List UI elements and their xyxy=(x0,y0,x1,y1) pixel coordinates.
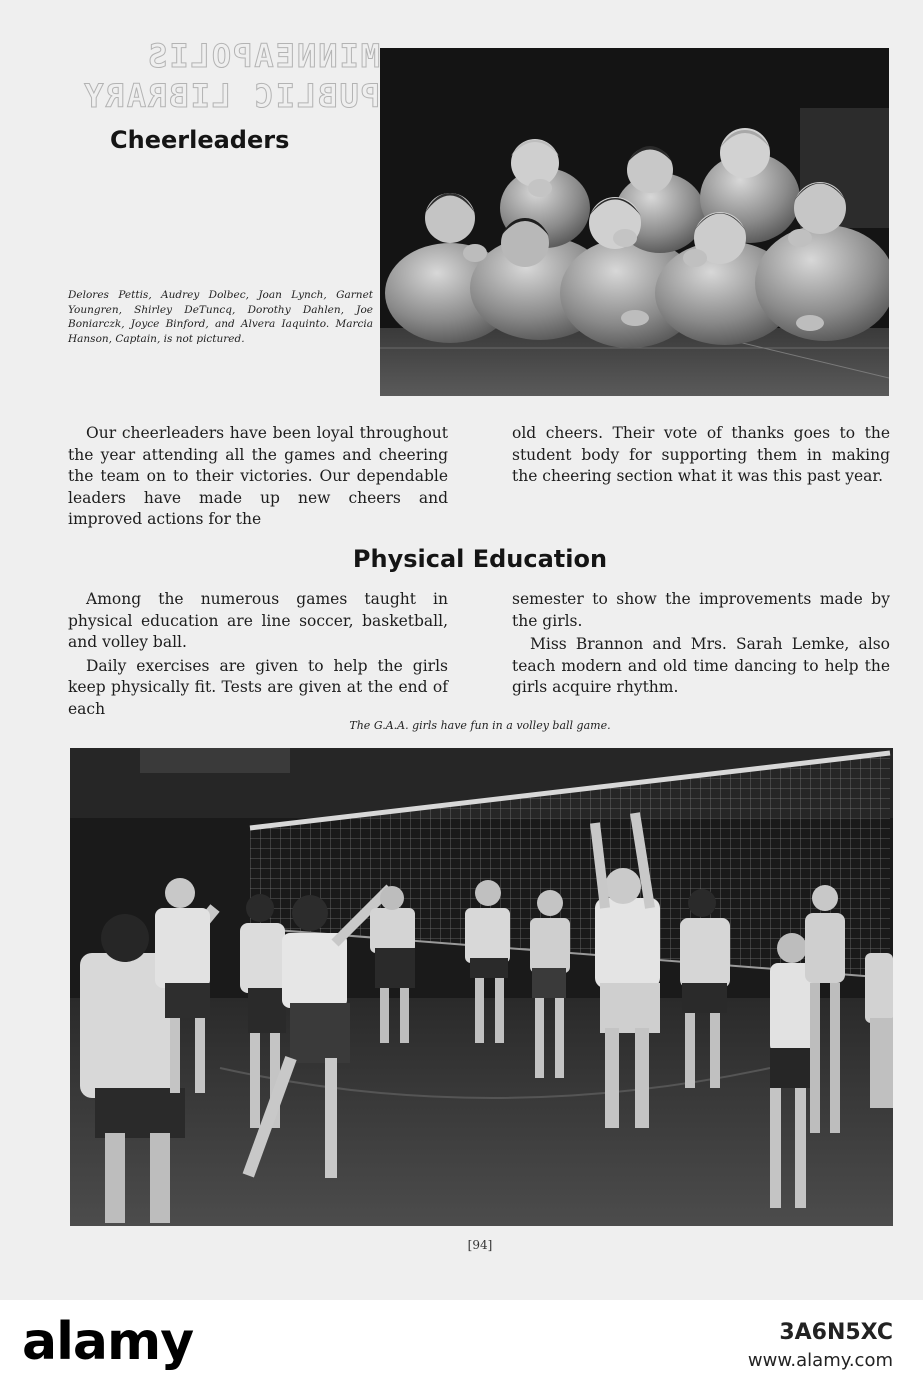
stock-image-id: 3A6N5XC xyxy=(779,1320,893,1345)
cheerleaders-text-left xyxy=(68,423,448,531)
pe-paragraph-3: semester to show the improvements made by the girls. xyxy=(512,590,890,630)
cheerleaders-paragraph-right: old cheers. Their vote of thanks goes to the student body for supporting them in making the cheering section what it was this past year. xyxy=(512,424,890,485)
page-number: [94] xyxy=(467,1238,493,1252)
cheerleaders-photo-graphic xyxy=(380,48,889,396)
volleyball-caption: The G.A.A. girls have fun in a volley ball game. xyxy=(349,719,611,732)
library-stamp xyxy=(80,36,380,116)
pe-paragraph-2: Daily exercises are given to help the girls keep physically fit. Tests are given at the end of each xyxy=(68,656,448,718)
stock-site-url: www.alamy.com xyxy=(747,1350,893,1371)
cheerleaders-paragraph-left: Our cheerleaders have been loyal throughout the year attending all the games and cheering the team on to their victories. Our dependable leaders have made up new cheers and improved actions for the xyxy=(68,424,448,528)
cheerleaders-photo xyxy=(380,48,889,396)
cheerleaders-heading: Cheerleaders xyxy=(110,126,290,154)
cheerleaders-caption: Delores Pettis, Audrey Dolbec, Joan Lynch, Garnet Youngren, Shirley DeTuncq, Dorothy Dahlen, Joe Boniarczk, Joyce Binford, and Alvera Iaquinto. Marcia Hanson, Captain, is not pictured. xyxy=(68,289,373,345)
stamp-line-2: PUBLIC LIBRARY xyxy=(82,77,380,115)
alamy-logo: alamy xyxy=(22,1312,194,1372)
pe-text-left xyxy=(68,589,448,720)
volleyball-photo-graphic xyxy=(70,748,893,1226)
pe-paragraph-1: Among the numerous games taught in physical education are line soccer, basketball, and volley ball. xyxy=(68,590,448,651)
stamp-line-1: MINNEAPOLIS xyxy=(146,37,380,75)
stock-footer-bar xyxy=(0,1300,923,1390)
cheerleaders-text-right xyxy=(512,423,890,488)
physical-education-heading: Physical Education xyxy=(352,545,608,573)
pe-text-right xyxy=(512,589,890,699)
volleyball-photo xyxy=(70,748,893,1226)
pe-paragraph-4: Miss Brannon and Mrs. Sarah Lemke, also teach modern and old time dancing to help the girls acquire rhythm. xyxy=(512,635,890,696)
